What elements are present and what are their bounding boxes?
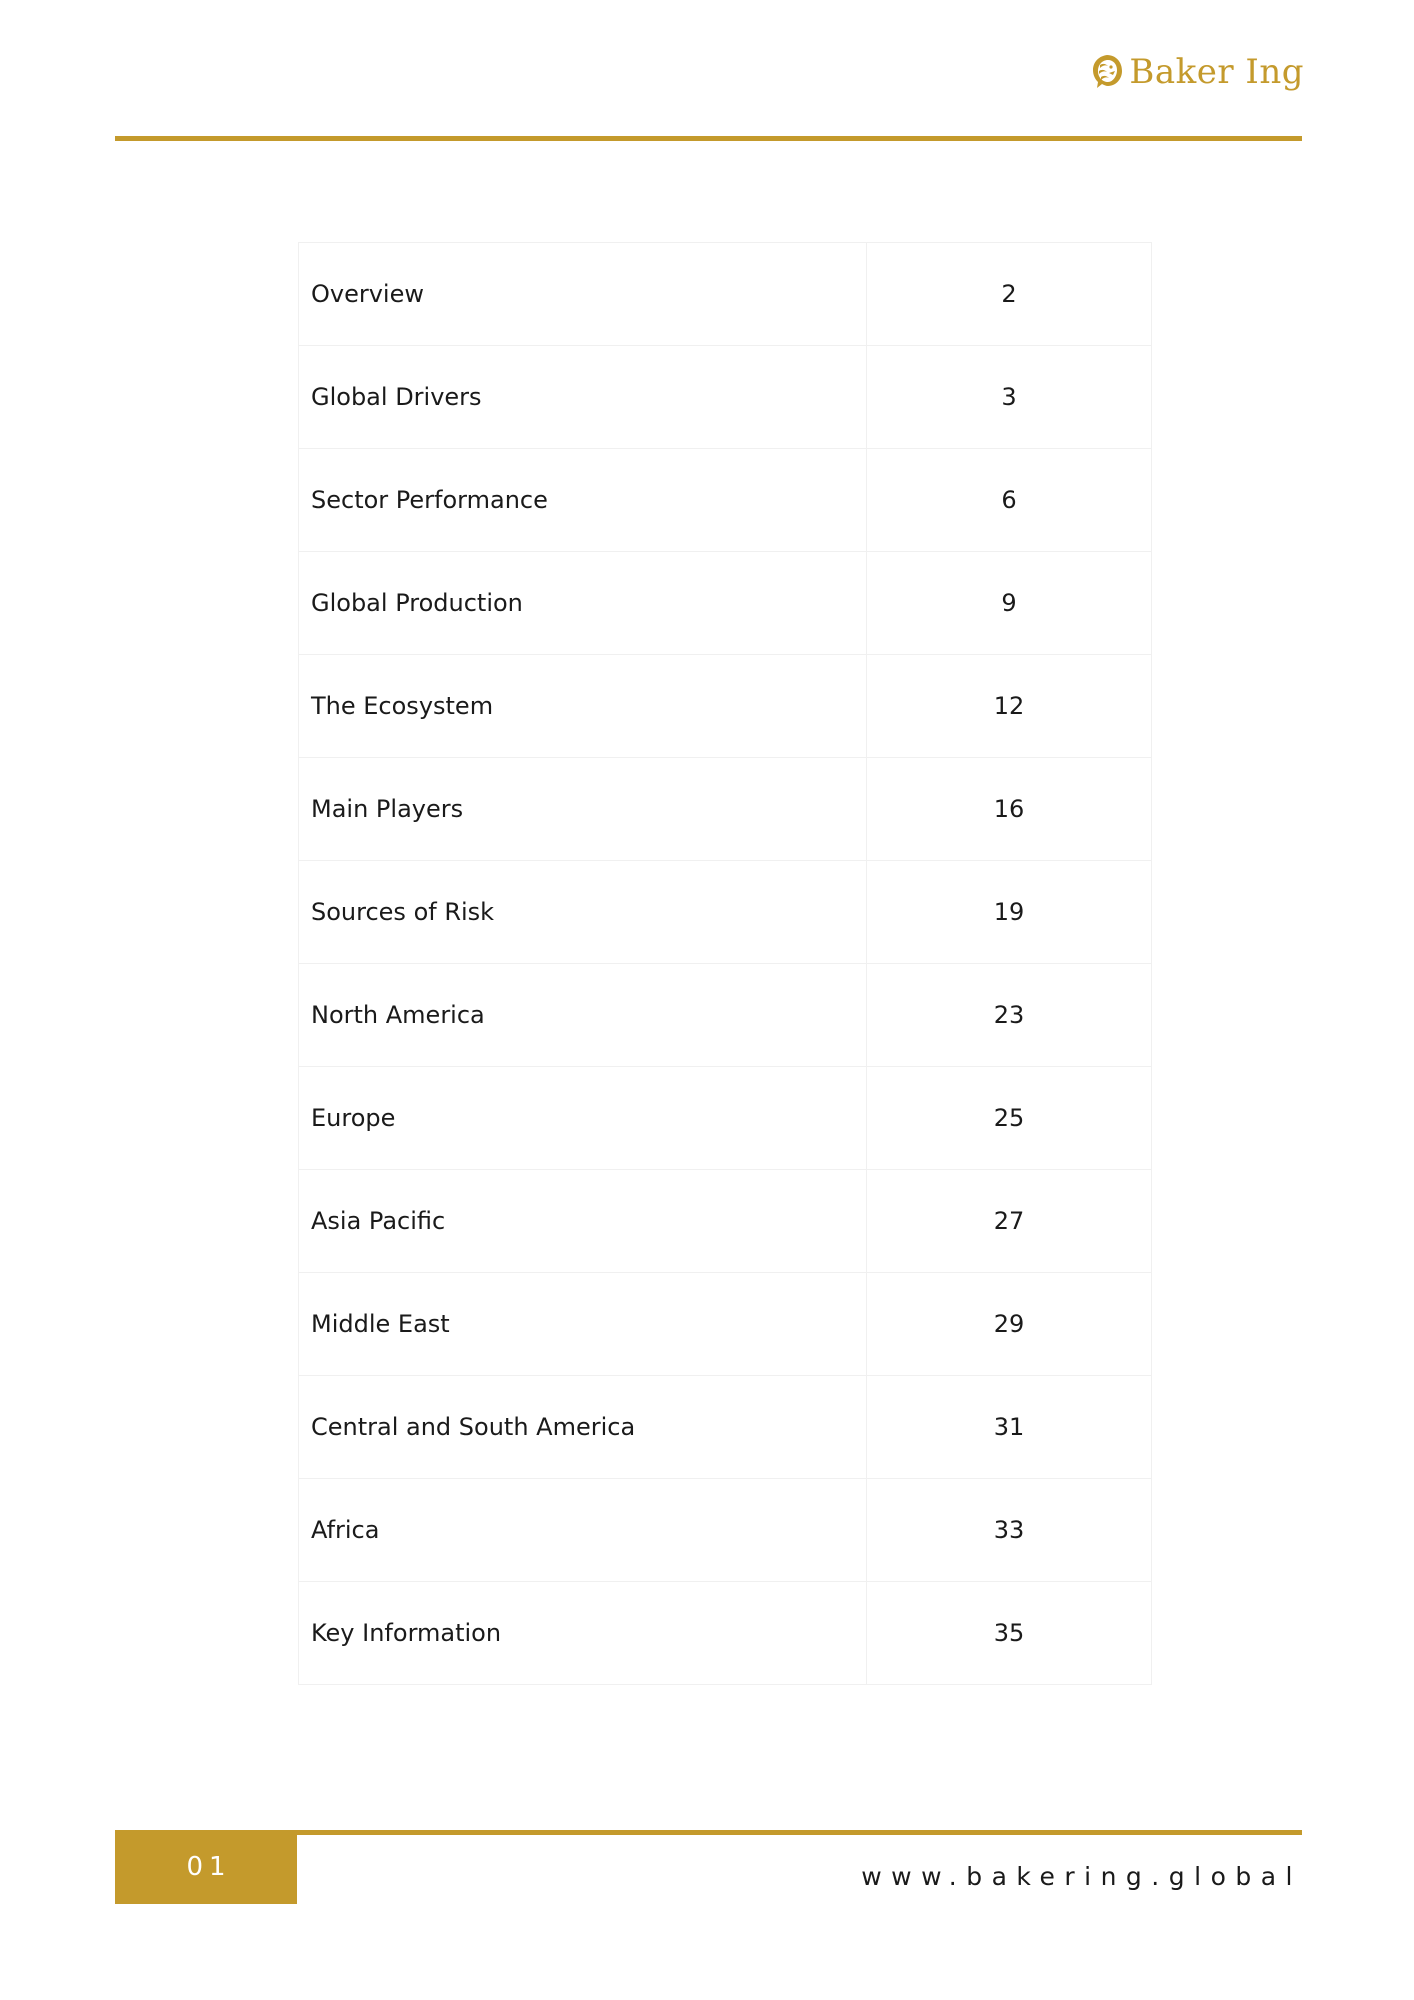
lion-head-icon bbox=[1089, 53, 1125, 91]
toc-row[interactable] bbox=[299, 1170, 1151, 1273]
toc-entry-title: Key Information bbox=[299, 1582, 867, 1684]
toc-entry-page: 3 bbox=[1001, 383, 1017, 411]
table-of-contents bbox=[298, 242, 1152, 1685]
toc-entry-page: 6 bbox=[1001, 486, 1017, 514]
toc-entry-title: Europe bbox=[299, 1067, 867, 1169]
toc-entry-page: 2 bbox=[1001, 280, 1017, 308]
toc-entry-title: Central and South America bbox=[299, 1376, 867, 1478]
toc-row[interactable] bbox=[299, 1273, 1151, 1376]
toc-entry-title: Overview bbox=[299, 243, 867, 345]
toc-row[interactable] bbox=[299, 861, 1151, 964]
toc-row[interactable] bbox=[299, 243, 1151, 346]
toc-entry-page: 27 bbox=[993, 1207, 1025, 1235]
toc-row[interactable] bbox=[299, 1479, 1151, 1582]
toc-row[interactable] bbox=[299, 1376, 1151, 1479]
toc-entry-title: Sources of Risk bbox=[299, 861, 867, 963]
toc-entry-title: Sector Performance bbox=[299, 449, 867, 551]
footer-website-link[interactable]: www.bakering.global bbox=[861, 1862, 1302, 1891]
brand-name: Baker Ing bbox=[1129, 52, 1304, 92]
toc-row[interactable] bbox=[299, 655, 1151, 758]
toc-entry-page: 9 bbox=[1001, 589, 1017, 617]
page-number: 01 bbox=[186, 1852, 232, 1882]
brand-logo bbox=[1089, 52, 1304, 92]
toc-entry-page: 25 bbox=[993, 1104, 1025, 1132]
toc-entry-title: Middle East bbox=[299, 1273, 867, 1375]
toc-entry-title: Asia Pacific bbox=[299, 1170, 867, 1272]
toc-entry-title: Global Drivers bbox=[299, 346, 867, 448]
toc-entry-page: 31 bbox=[993, 1413, 1025, 1441]
page-number-box bbox=[115, 1830, 297, 1904]
toc-entry-page: 23 bbox=[993, 1001, 1025, 1029]
toc-entry-title: North America bbox=[299, 964, 867, 1066]
toc-entry-page: 35 bbox=[993, 1619, 1025, 1647]
toc-entry-page: 16 bbox=[993, 795, 1025, 823]
toc-entry-page: 33 bbox=[993, 1516, 1025, 1544]
toc-row[interactable] bbox=[299, 758, 1151, 861]
toc-row[interactable] bbox=[299, 449, 1151, 552]
toc-row[interactable] bbox=[299, 1582, 1151, 1684]
toc-row[interactable] bbox=[299, 552, 1151, 655]
toc-entry-title: Main Players bbox=[299, 758, 867, 860]
toc-row[interactable] bbox=[299, 346, 1151, 449]
toc-entry-title: The Ecosystem bbox=[299, 655, 867, 757]
toc-entry-page: 29 bbox=[993, 1310, 1025, 1338]
toc-entry-title: Global Production bbox=[299, 552, 867, 654]
header-divider bbox=[115, 136, 1302, 141]
toc-entry-title: Africa bbox=[299, 1479, 867, 1581]
toc-row[interactable] bbox=[299, 1067, 1151, 1170]
toc-entry-page: 19 bbox=[993, 898, 1025, 926]
toc-entry-page: 12 bbox=[993, 692, 1025, 720]
toc-row[interactable] bbox=[299, 964, 1151, 1067]
